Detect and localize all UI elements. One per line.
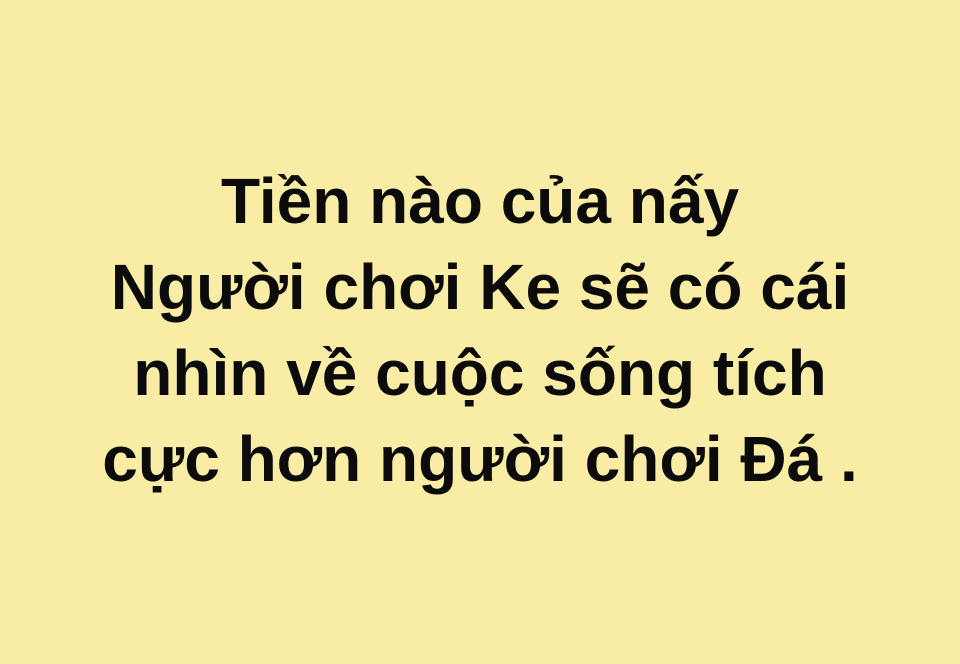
- post-text-line: nhìn về cuộc sống tích: [133, 337, 827, 409]
- post-text-line: Tiền nào của nấy: [220, 165, 740, 237]
- post-text: [102, 158, 858, 502]
- post-text-line: cực hơn người chơi Đá .: [102, 423, 858, 495]
- post-text-line: Người chơi Ke sẽ có cái: [110, 251, 850, 323]
